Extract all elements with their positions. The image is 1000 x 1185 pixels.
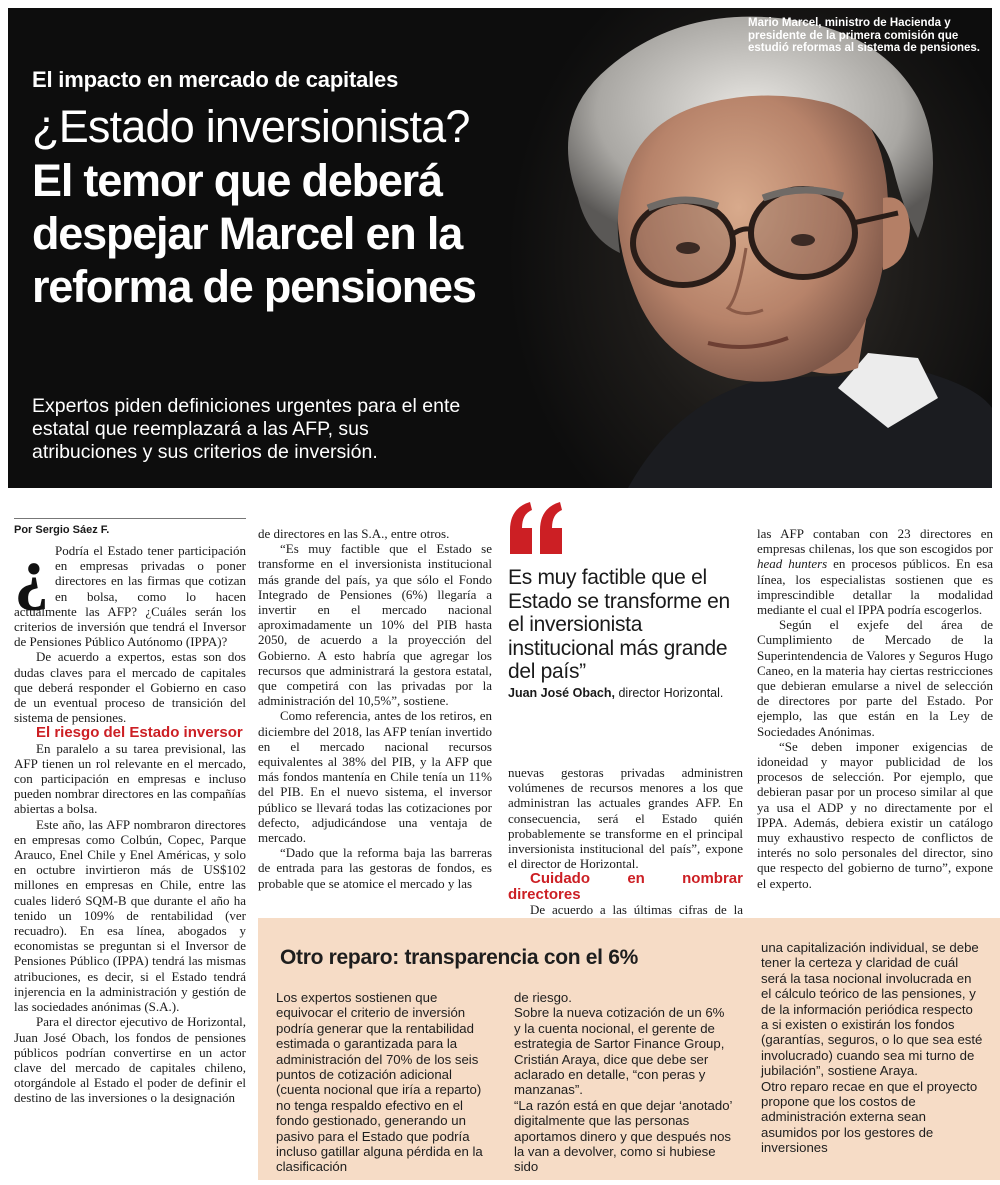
article-kicker: El impacto en mercado de capitales xyxy=(32,67,399,92)
section-subhead: Cuidado en nombrar directores xyxy=(508,870,743,903)
paragraph: En paralelo a su tarea previsional, las AFP tienen un rol relevante en el mercado, con participación en empresas e incluso pueden nombrar directores en las compañías abiertas a bolsa. xyxy=(14,740,246,817)
sidebar-box xyxy=(258,918,1000,1180)
quote-author-role: director Horizontal. xyxy=(618,686,724,700)
lead-paragraph xyxy=(14,535,246,650)
paragraph: “La razón está en que dejar ‘anotado’ digitalmente que las personas aportamos dinero y que después nos la van a devolver, como si hubiese sido xyxy=(514,1097,732,1175)
pull-quote-attribution xyxy=(508,686,753,700)
section-subhead: El riesgo del Estado inversor xyxy=(36,724,243,742)
headline-question: ¿Estado inversionista? xyxy=(32,101,470,152)
byline-divider xyxy=(14,518,246,519)
portrait-photo xyxy=(508,8,992,488)
paragraph: “Es muy factible que el Estado se transforme en el inversionista institucional más grande del país, ya que sólo el Fondo Integrado de Pensiones (6%) llegaría a invertir en el mercado nacional aproximadamente un 10% del PIB hasta 2050, de acuerdo a la proyección del Gobierno. A esto habría que agregar los recursos que administrará la gestora estatal, que competirá con las privadas por la administración del 10,5%”, sostiene. xyxy=(258,541,492,709)
paragraph-text: las AFP contaban con 23 directores en empresas chilenas, los que son escogidos por xyxy=(757,526,993,557)
paragraph: Otro reparo recae en que el proyecto propone que los costos de administración externa sean asumidos por los gestores de inversiones xyxy=(761,1078,978,1156)
paragraph: Según el exjefe del área de Cumplimiento de Mercado de la Superintendencia de Valores y Seguros Hugo Caneo, en la materia hay ciertas restricciones que debieran emularse a nivel de selección de directores por parte del Estado. Por ejemplo, las que están en la Ley de Sociedades Anónimas. xyxy=(757,617,993,739)
article-column-2 xyxy=(258,526,492,891)
byline: Por Sergio Sáez F. xyxy=(14,524,110,536)
lead-text: Podría el Estado tener participación en empresas privadas o poner directores en las firmas que cotizan en bolsa, como lo hacen actualmente las AFP? ¿Cuáles serán los criterios de inversión que tendrá el Inversor de Pensiones Público Autónomo (IPPA)? xyxy=(14,543,246,650)
article-subtitle: Expertos piden definiciones urgentes para el ente estatal que reemplazará a las AFP, sus atribuciones y sus criterios de inversión. xyxy=(32,395,461,463)
emphasis-text: head hunters xyxy=(757,556,828,572)
headline-main: El temor que deberá despejar Marcel en la reforma de pensiones xyxy=(32,155,476,312)
paragraph-text: en procesos públicos. En esa línea, los especialistas sostienen que es imprescindible detallar la modalidad mediante el cual el IPPA podría escogerlos. xyxy=(757,556,993,618)
paragraph: “Se deben imponer exigencias de idoneidad y mayor publicidad de los procesos de selección. Por ejemplo, que debieran pasar por un proceso similar al que ya usa el ADP y no directamente por el IPPA. Además, debiera existir un catálogo muy exhaustivo respecto de conflictos de interés no solo personales del director, sino que respecto del gobierno de turno”, expone el experto. xyxy=(757,738,993,891)
article-column-3 xyxy=(508,765,743,932)
paragraph: una capitalización individual, se debe tener la certeza y claridad de cuál será la tasa nocional involucrada en el cálculo teórico de las pensiones, y de la información periódica respecto a si existen o existirán los fondos (garantías, seguros, o lo que sea esté involucrado) cuando sea mi turno de jubilación”, sostiene Araya. xyxy=(761,940,983,1079)
pull-quote: Es muy factible que el Estado se transforme en el inversionista institucional más grande del país” xyxy=(508,566,730,683)
paragraph: Como referencia, antes de los retiros, en diciembre del 2018, las AFP tenían invertido en el mercado nacional recursos equivalentes al 38% del PIB, y la AFP que más fondos mantenía en Chile tenía un 11% del PIB. En el nuevo sistema, el inversor público se llevará todas las cotizaciones por defecto, adjudicándose una ventaja de mercado. xyxy=(258,708,492,846)
paragraph: De acuerdo a las últimas cifras de la xyxy=(530,901,743,917)
paragraph: Los expertos sostienen que equivocar el criterio de inversión podría generar que la rentabilidad estimada o garantizada para la administración del 70% de los seis puntos de cotización adicional (cuenta nocional que iría a reparto) no tenga respaldo efectivo en el fondo gestionado, generando un pasivo para el Estado que podría incluso gatillar alguna pérdida en la clasificación xyxy=(276,990,483,1175)
sidebar-column-2 xyxy=(514,990,732,1175)
sidebar-box-title: Otro reparo: transparencia con el 6% xyxy=(280,946,638,969)
paragraph: nuevas gestoras privadas administren volúmenes de recursos menores a los que administran las actuales grandes AFP. En consecuencia, será el Estado quién probablemente se transforme en el principal inversionista institucional del país”, expone el director de Horizontal. xyxy=(508,765,743,872)
quote-mark-icon xyxy=(508,500,568,556)
paragraph: De acuerdo a expertos, estas son dos dudas claves para el mercado de capitales que deberá responder el Gobierno en caso de un eventual proceso de transición del sistema de pensiones. xyxy=(14,649,246,726)
article-column-1 xyxy=(14,535,246,1106)
sidebar-column-3 xyxy=(761,940,983,1156)
photo-caption: Mario Marcel, ministro de Hacienda y presidente de la primera comisión que estudió reformas al sistema de pensiones. xyxy=(748,17,980,54)
paragraph: Sobre la nueva cotización de un 6% y la cuenta nocional, el gerente de estrategia de Sartor Finance Group, Cristián Araya, dice que debe ser aclarado en detalle, “con peras y manzanas”. xyxy=(514,1005,725,1098)
paragraph: de riesgo. xyxy=(514,990,572,1005)
paragraph: Para el director ejecutivo de Horizontal, Juan José Obach, los fondos de pensiones públicos podrían convertirse en un actor clave del mercado de capitales chileno, otorgándole al Estado el poder de definir el destino de las inversiones o la designación xyxy=(14,1014,246,1106)
paragraph: de directores en las S.A., entre otros. xyxy=(258,526,450,541)
hero-banner xyxy=(8,8,992,488)
drop-cap: ¿ xyxy=(14,535,49,612)
paragraph: Este año, las AFP nombraron directores en empresas como Colbún, Copec, Parque Arauco, Enel Chile y Enel Américas, y solo en octubre invirtieron más de US$102 millones en empresas en Chile, entre las cuales lideró SQM-B que durante el año ha tenido un 109% de rentabilidad (ver recuadro). En esa línea, abogados y economistas se preguntan si el Inversor de Pensiones Público (IPPA) tendrá las mismas atribuciones, es decir, si el Estado tendrá injerencia en la administración y gestión de las sociedades anónimas (S.A.). xyxy=(14,816,246,1015)
sidebar-column-1 xyxy=(276,990,494,1175)
article-column-4 xyxy=(757,526,993,891)
paragraph: “Dado que la reforma baja las barreras de entrada para las gestoras de fondos, es probable que se atomice el mercado y las xyxy=(258,845,492,891)
quote-author: Juan José Obach, xyxy=(508,686,615,700)
paragraph xyxy=(757,526,993,617)
